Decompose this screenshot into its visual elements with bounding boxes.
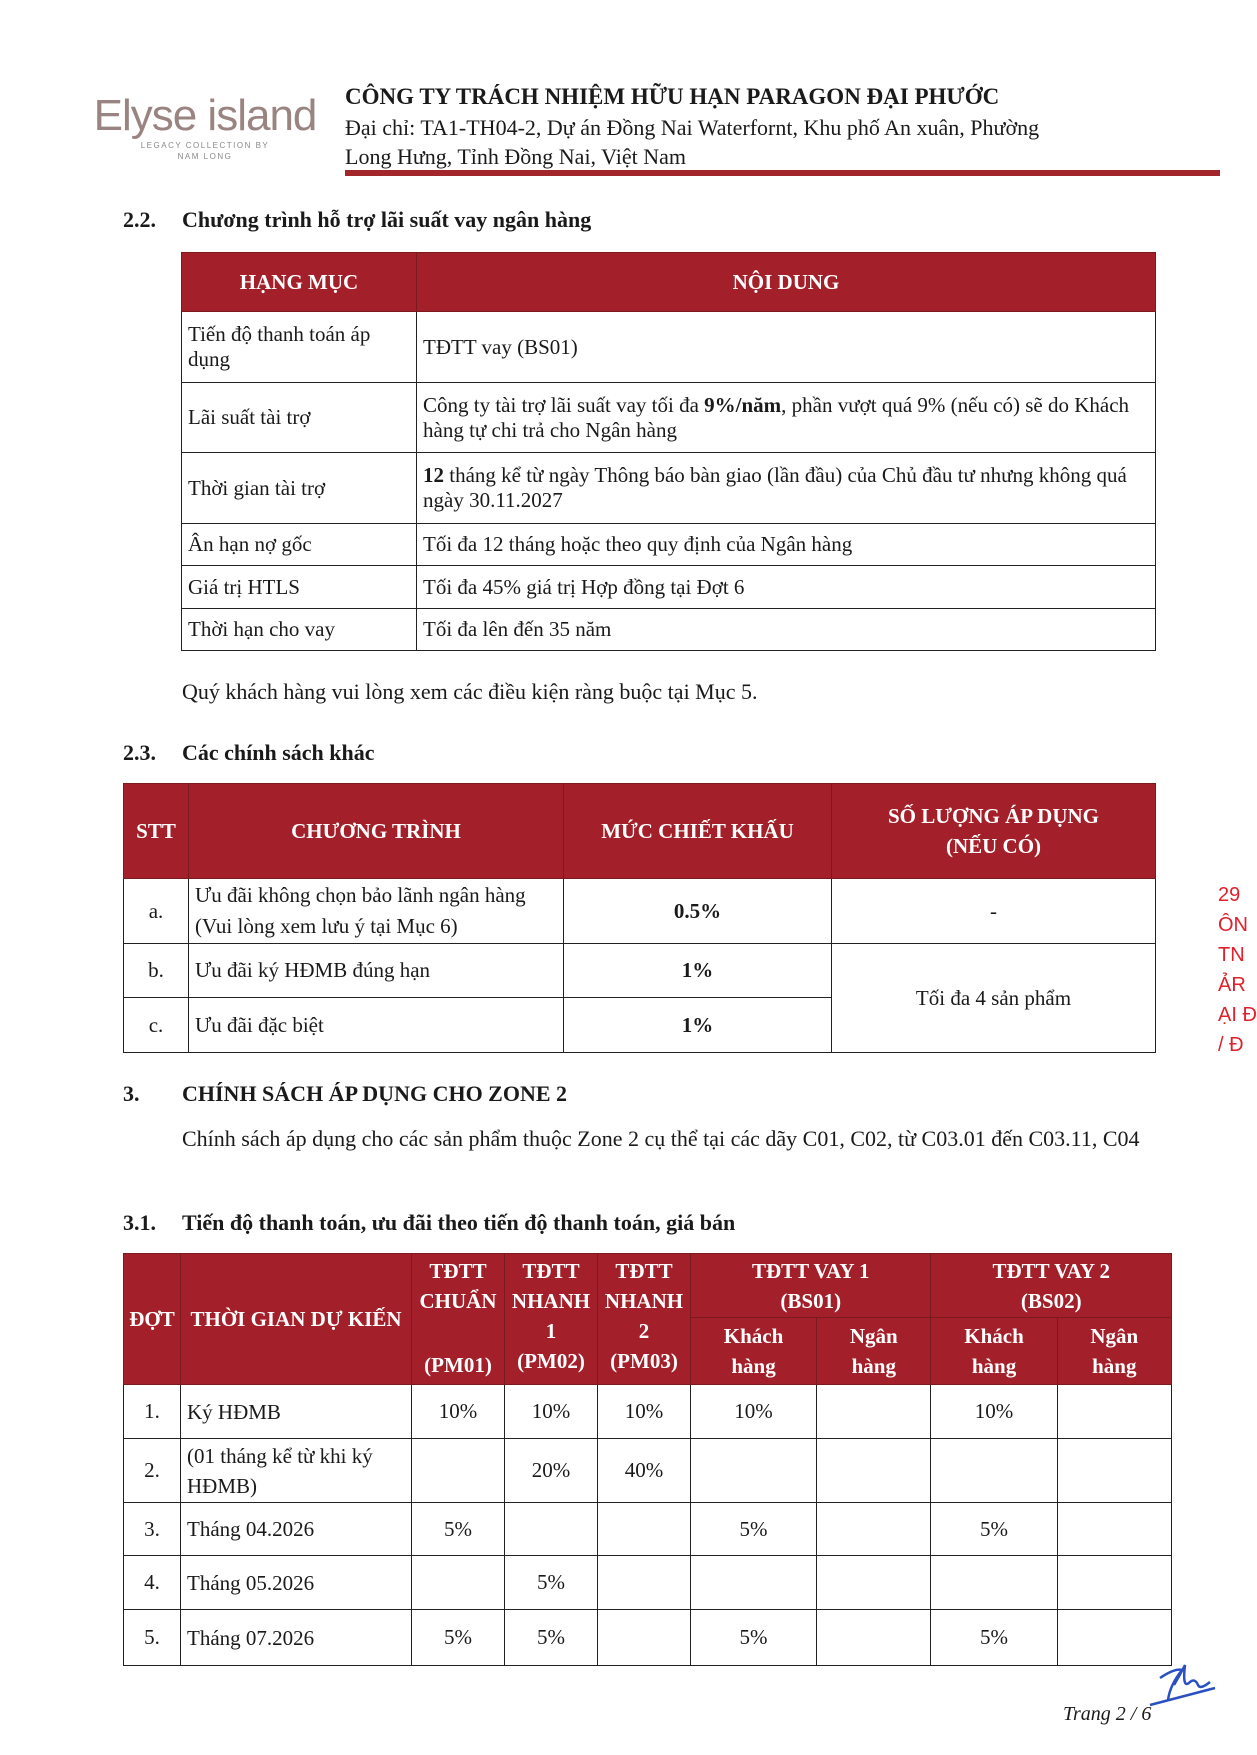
cell-value: [598, 1503, 691, 1556]
cell-dot: 2.: [124, 1439, 181, 1503]
section-number: 2.3.: [123, 740, 156, 765]
cell-value: 5%: [931, 1610, 1057, 1666]
cell-value: [931, 1556, 1057, 1610]
other-policies-table: STT CHƯƠNG TRÌNH MỨC CHIẾT KHẤU SỐ LƯỢNG ÁP DỤNG (NẾU CÓ) a. Ưu đãi không chọn bảo lãnh ngân hàng (Vui lòng xem lưu ý tại Mục 6) 0.5% - b. Ưu đãi ký HĐMB đúng hạn 1% Tối đa 4 sản phẩm c. Ưu đãi đặc biệt 1%: [123, 783, 1156, 1053]
section-number: 3.: [123, 1081, 140, 1106]
page-number: Trang 2 / 6: [1063, 1703, 1152, 1725]
table-row: Thời hạn cho vay Tối đa lên đến 35 năm: [182, 609, 1156, 651]
cell-value: 10%: [412, 1385, 505, 1439]
cell-value: [412, 1439, 505, 1503]
table-row: [124, 1385, 1172, 1439]
table-row: [124, 1439, 1172, 1503]
cell-time: Tháng 04.2026: [181, 1503, 412, 1556]
cell-value: [691, 1556, 817, 1610]
table-row: c. Ưu đãi đặc biệt 1%: [124, 998, 1156, 1053]
section-title: Các chính sách khác: [182, 740, 375, 765]
section-title: Chương trình hỗ trợ lãi suất vay ngân hàng: [182, 207, 592, 232]
cell-value: 10%: [691, 1385, 817, 1439]
cell-time: Tháng 07.2026: [181, 1610, 412, 1666]
section-number: 3.1.: [123, 1210, 156, 1235]
table-row: [124, 1610, 1172, 1666]
cell-value: [931, 1439, 1057, 1503]
table-row: Thời gian tài trợ 12 tháng kể từ ngày Thông báo bàn giao (lần đầu) của Chủ đầu tư nhưng không quá ngày 30.11.2027: [182, 453, 1156, 524]
header-divider: [345, 170, 1220, 176]
company-stamp: 29 ÔN TN ẢR ẠI Đ / Đ: [1218, 884, 1257, 1056]
cell-value: 5%: [412, 1503, 505, 1556]
cell-value: 10%: [931, 1385, 1057, 1439]
cell-value: [1057, 1385, 1171, 1439]
table-row: [124, 1556, 1172, 1610]
cell-value: 5%: [931, 1503, 1057, 1556]
cell-value: [412, 1556, 505, 1610]
cell-value: [1057, 1610, 1171, 1666]
loan-support-table: [181, 252, 1156, 651]
paragraph: Chính sách áp dụng cho các sản phẩm thuộc Zone 2 cụ thể tại các dãy C01, C02, từ C03.01 đến C03.11, C04: [182, 1126, 1140, 1151]
cell-value: 5%: [505, 1556, 598, 1610]
cell-value: [598, 1556, 691, 1610]
section-title: CHÍNH SÁCH ÁP DỤNG CHO ZONE 2: [182, 1081, 568, 1106]
cell-value: 5%: [691, 1610, 817, 1666]
col-header: NỘI DUNG: [417, 253, 1156, 312]
cell-value: [598, 1610, 691, 1666]
cell-value: [691, 1439, 817, 1503]
cell-value: [817, 1439, 931, 1503]
cell-value: 5%: [412, 1610, 505, 1666]
table-row: b. Ưu đãi ký HĐMB đúng hạn 1% Tối đa 4 sản phẩm: [124, 944, 1156, 998]
section-number: 2.2.: [123, 207, 156, 232]
cell-value: [505, 1503, 598, 1556]
cell-value: [817, 1385, 931, 1439]
cell-time: Tháng 05.2026: [181, 1556, 412, 1610]
cell-dot: 5.: [124, 1610, 181, 1666]
company-name: CÔNG TY TRÁCH NHIỆM HỮU HẠN PARAGON ĐẠI PHƯỚC: [345, 84, 1000, 109]
cell-value: 10%: [505, 1385, 598, 1439]
cell-time: Ký HĐMB: [181, 1385, 412, 1439]
section-title: Tiến độ thanh toán, ưu đãi theo tiến độ thanh toán, giá bán: [182, 1210, 736, 1235]
table-row: Lãi suất tài trợ Công ty tài trợ lãi suất vay tối đa 9%/năm, phần vượt quá 9% (nếu có) sẽ do Khách hàng tự chi trả cho Ngân hàng: [182, 383, 1156, 453]
payment-schedule-table: ĐỢT THỜI GIAN DỰ KIẾN TĐTT CHUẨN (PM01) TĐTT NHANH 1 (PM02) TĐTT NHANH 2 (PM03) TĐTT VAY 1 (BS01) TĐTT VAY 2 (BS02) Khách hàng Ngân hàng Khách hàng Ngân hàng 1. Ký HĐMB 10% 10% 10% 10% 10% 2. (01 tháng kể từ khi ký HĐMB) 20% 40% 3. Tháng 04.2026 5% 5% 5% 4. Tháng 05.2026 5% 5. Tháng 07.2026 5% 5% 5% 5%: [123, 1253, 1172, 1666]
cell-value: 5%: [505, 1610, 598, 1666]
cell-dot: 3.: [124, 1503, 181, 1556]
cell-value: [817, 1556, 931, 1610]
cell-value: [817, 1610, 931, 1666]
cell-value: 40%: [598, 1439, 691, 1503]
cell-value: [1057, 1503, 1171, 1556]
table-row: Giá trị HTLS Tối đa 45% giá trị Hợp đồng tại Đợt 6: [182, 566, 1156, 609]
col-header: HẠNG MỤC: [182, 253, 417, 312]
table-row: Ân hạn nợ gốc Tối đa 12 tháng hoặc theo quy định của Ngân hàng: [182, 524, 1156, 566]
company-address: Đại chỉ: TA1-TH04-2, Dự án Đồng Nai Waterfornt, Khu phố An xuân, Phường Long Hưng, Tỉnh Đồng Nai, Việt Nam: [345, 115, 1040, 169]
note: Quý khách hàng vui lòng xem các điều kiện ràng buộc tại Mục 5.: [182, 679, 758, 704]
cell-value: 20%: [505, 1439, 598, 1503]
cell-dot: 4.: [124, 1556, 181, 1610]
cell-dot: 1.: [124, 1385, 181, 1439]
cell-time: (01 tháng kể từ khi ký HĐMB): [181, 1439, 412, 1503]
table-row: a. Ưu đãi không chọn bảo lãnh ngân hàng (Vui lòng xem lưu ý tại Mục 6) 0.5% -: [124, 879, 1156, 944]
signature: [1140, 1660, 1220, 1710]
table-row: [124, 1503, 1172, 1556]
cell-value: [1057, 1556, 1171, 1610]
cell-value: 10%: [598, 1385, 691, 1439]
cell-value: 5%: [691, 1503, 817, 1556]
cell-value: [817, 1503, 931, 1556]
table-row: Tiến độ thanh toán áp dụng TĐTT vay (BS01): [182, 312, 1156, 383]
logo: Elyse island LEGACY COLLECTION BY NAM LONG: [93, 91, 317, 161]
cell-value: [1057, 1439, 1171, 1503]
